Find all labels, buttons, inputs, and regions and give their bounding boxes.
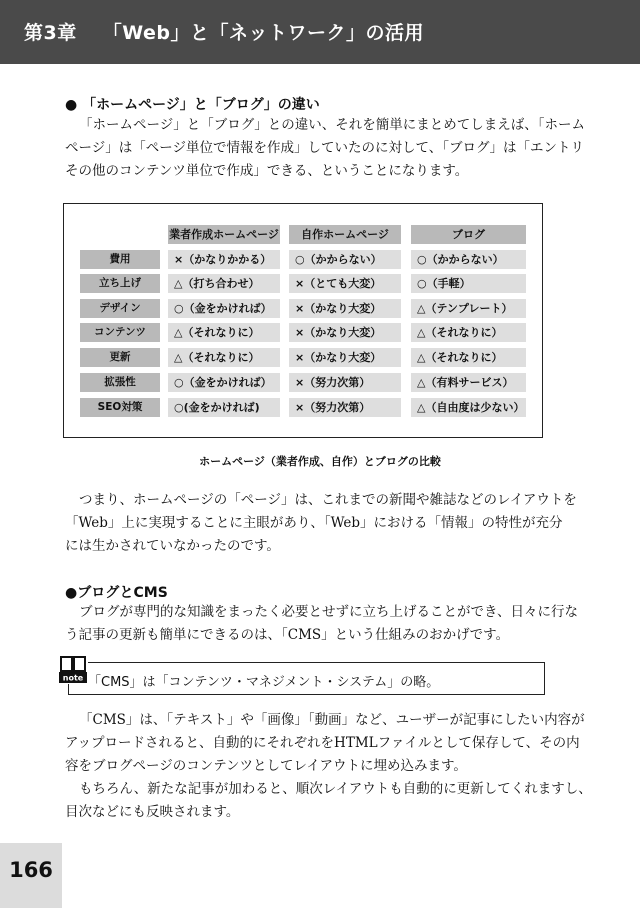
paragraph-line: ブログが専門的な知識をまったく必要とせずに立ち上げることができ、日々に行な [79, 604, 578, 620]
table-cell: ×（かなりかかる） [168, 250, 280, 269]
paragraph-line: 「Web」上に実現することに主眼があり、「Web」における「情報」の特性が充分 [65, 515, 563, 531]
table-row-label: 拡張性 [80, 373, 160, 392]
table-header-blog: ブログ [411, 225, 526, 244]
paragraph-line: う記事の更新も簡単にできるのは、「CMS」という仕組みのおかげです。 [65, 627, 510, 643]
paragraph-line: もちろん、新たな記事が加わると、順次レイアウトも自動的に更新してくれますし、 [79, 781, 592, 797]
paragraph-line: 「ホームページ」と「ブログ」との違い、それを簡単にまとめてしまえば、「ホーム [79, 117, 585, 133]
table-cell: △（それなりに） [411, 348, 526, 367]
table-row-label: デザイン [80, 299, 160, 318]
chapter-title [24, 18, 424, 45]
table-cell: ○（手軽） [411, 274, 526, 293]
paragraph-homepage-page [65, 489, 577, 558]
section-heading-homepage-vs-blog: ● 「ホームページ」と「ブログ」の違い [65, 97, 320, 113]
table-cell: ○（金をかければ） [168, 373, 280, 392]
table-cell: ○（金をかければ） [168, 299, 280, 318]
table-cell: △（テンプレート） [411, 299, 526, 318]
paragraph-intro [65, 114, 585, 183]
table-header-selfmade: 自作ホームページ [289, 225, 401, 244]
paragraph-line: 「CMS」は、「テキスト」や「画像」「動画」など、ユーザーが記事にしたい内容が [79, 712, 585, 728]
section-heading-blog-cms: ●ブログとCMS [65, 585, 168, 601]
table-cell: △（それなりに） [411, 323, 526, 342]
paragraph-line: 目次などにも反映されます。 [65, 804, 240, 820]
table-cell: △（自由度は少ない） [411, 398, 526, 417]
note-text: 「CMS」は「コンテンツ・マネジメント・システム」の略。 [88, 675, 440, 690]
table-cell: △（それなりに） [168, 323, 280, 342]
chapter-name: 「Web」と「ネットワーク」の活用 [102, 22, 425, 44]
table-row-label: 費用 [80, 250, 160, 269]
table-cell: ×（かなり大変） [289, 323, 401, 342]
table-cell: ○（かからない） [289, 250, 401, 269]
table-caption: ホームページ（業者作成、自作）とブログの比較 [199, 455, 441, 468]
paragraph-line: つまり、ホームページの「ページ」は、これまでの新聞や雑誌などのレイアウトを [79, 492, 577, 508]
table-cell: ×（かなり大変） [289, 299, 401, 318]
paragraph-line: アップロードされると、自動的にそれぞれをHTMLファイルとして保存して、その内 [65, 735, 580, 751]
table-cell: ×（とても大変） [289, 274, 401, 293]
page-number: 166 [9, 858, 53, 882]
table-cell: ×（努力次第） [289, 373, 401, 392]
table-cell: △（有料サービス） [411, 373, 526, 392]
table-cell: △（それなりに） [168, 348, 280, 367]
note-book-icon [58, 654, 88, 684]
table-row-label: 更新 [80, 348, 160, 367]
table-cell: ×（かなり大変） [289, 348, 401, 367]
table-cell: △（打ち合わせ） [168, 274, 280, 293]
table-cell: ×（努力次第） [289, 398, 401, 417]
paragraph-cms-detail [65, 709, 592, 824]
table-row-label: SEO対策 [80, 398, 160, 417]
paragraph-line: 容をブログページのコンテンツとしてレイアウトに埋め込みます。 [65, 758, 467, 774]
paragraph-line: その他のコンテンツ単位で作成」できる、ということになります。 [65, 163, 469, 179]
table-cell: ○(金をかければ) [168, 398, 280, 417]
chapter-header [0, 0, 640, 64]
table-header-agency: 業者作成ホームページ [168, 225, 280, 244]
chapter-number: 第3章 [24, 22, 77, 44]
table-cell: ○（かからない） [411, 250, 526, 269]
paragraph-blog-cms [65, 601, 578, 647]
note-icon-label: note [62, 673, 84, 683]
table-row-label: 立ち上げ [80, 274, 160, 293]
table-row-label: コンテンツ [80, 323, 160, 342]
paragraph-line: には生かされていなかったのです。 [65, 538, 280, 554]
paragraph-line: ページ」は「ページ単位で情報を作成」していたのに対して、「ブログ」は「エントリ [65, 140, 584, 156]
